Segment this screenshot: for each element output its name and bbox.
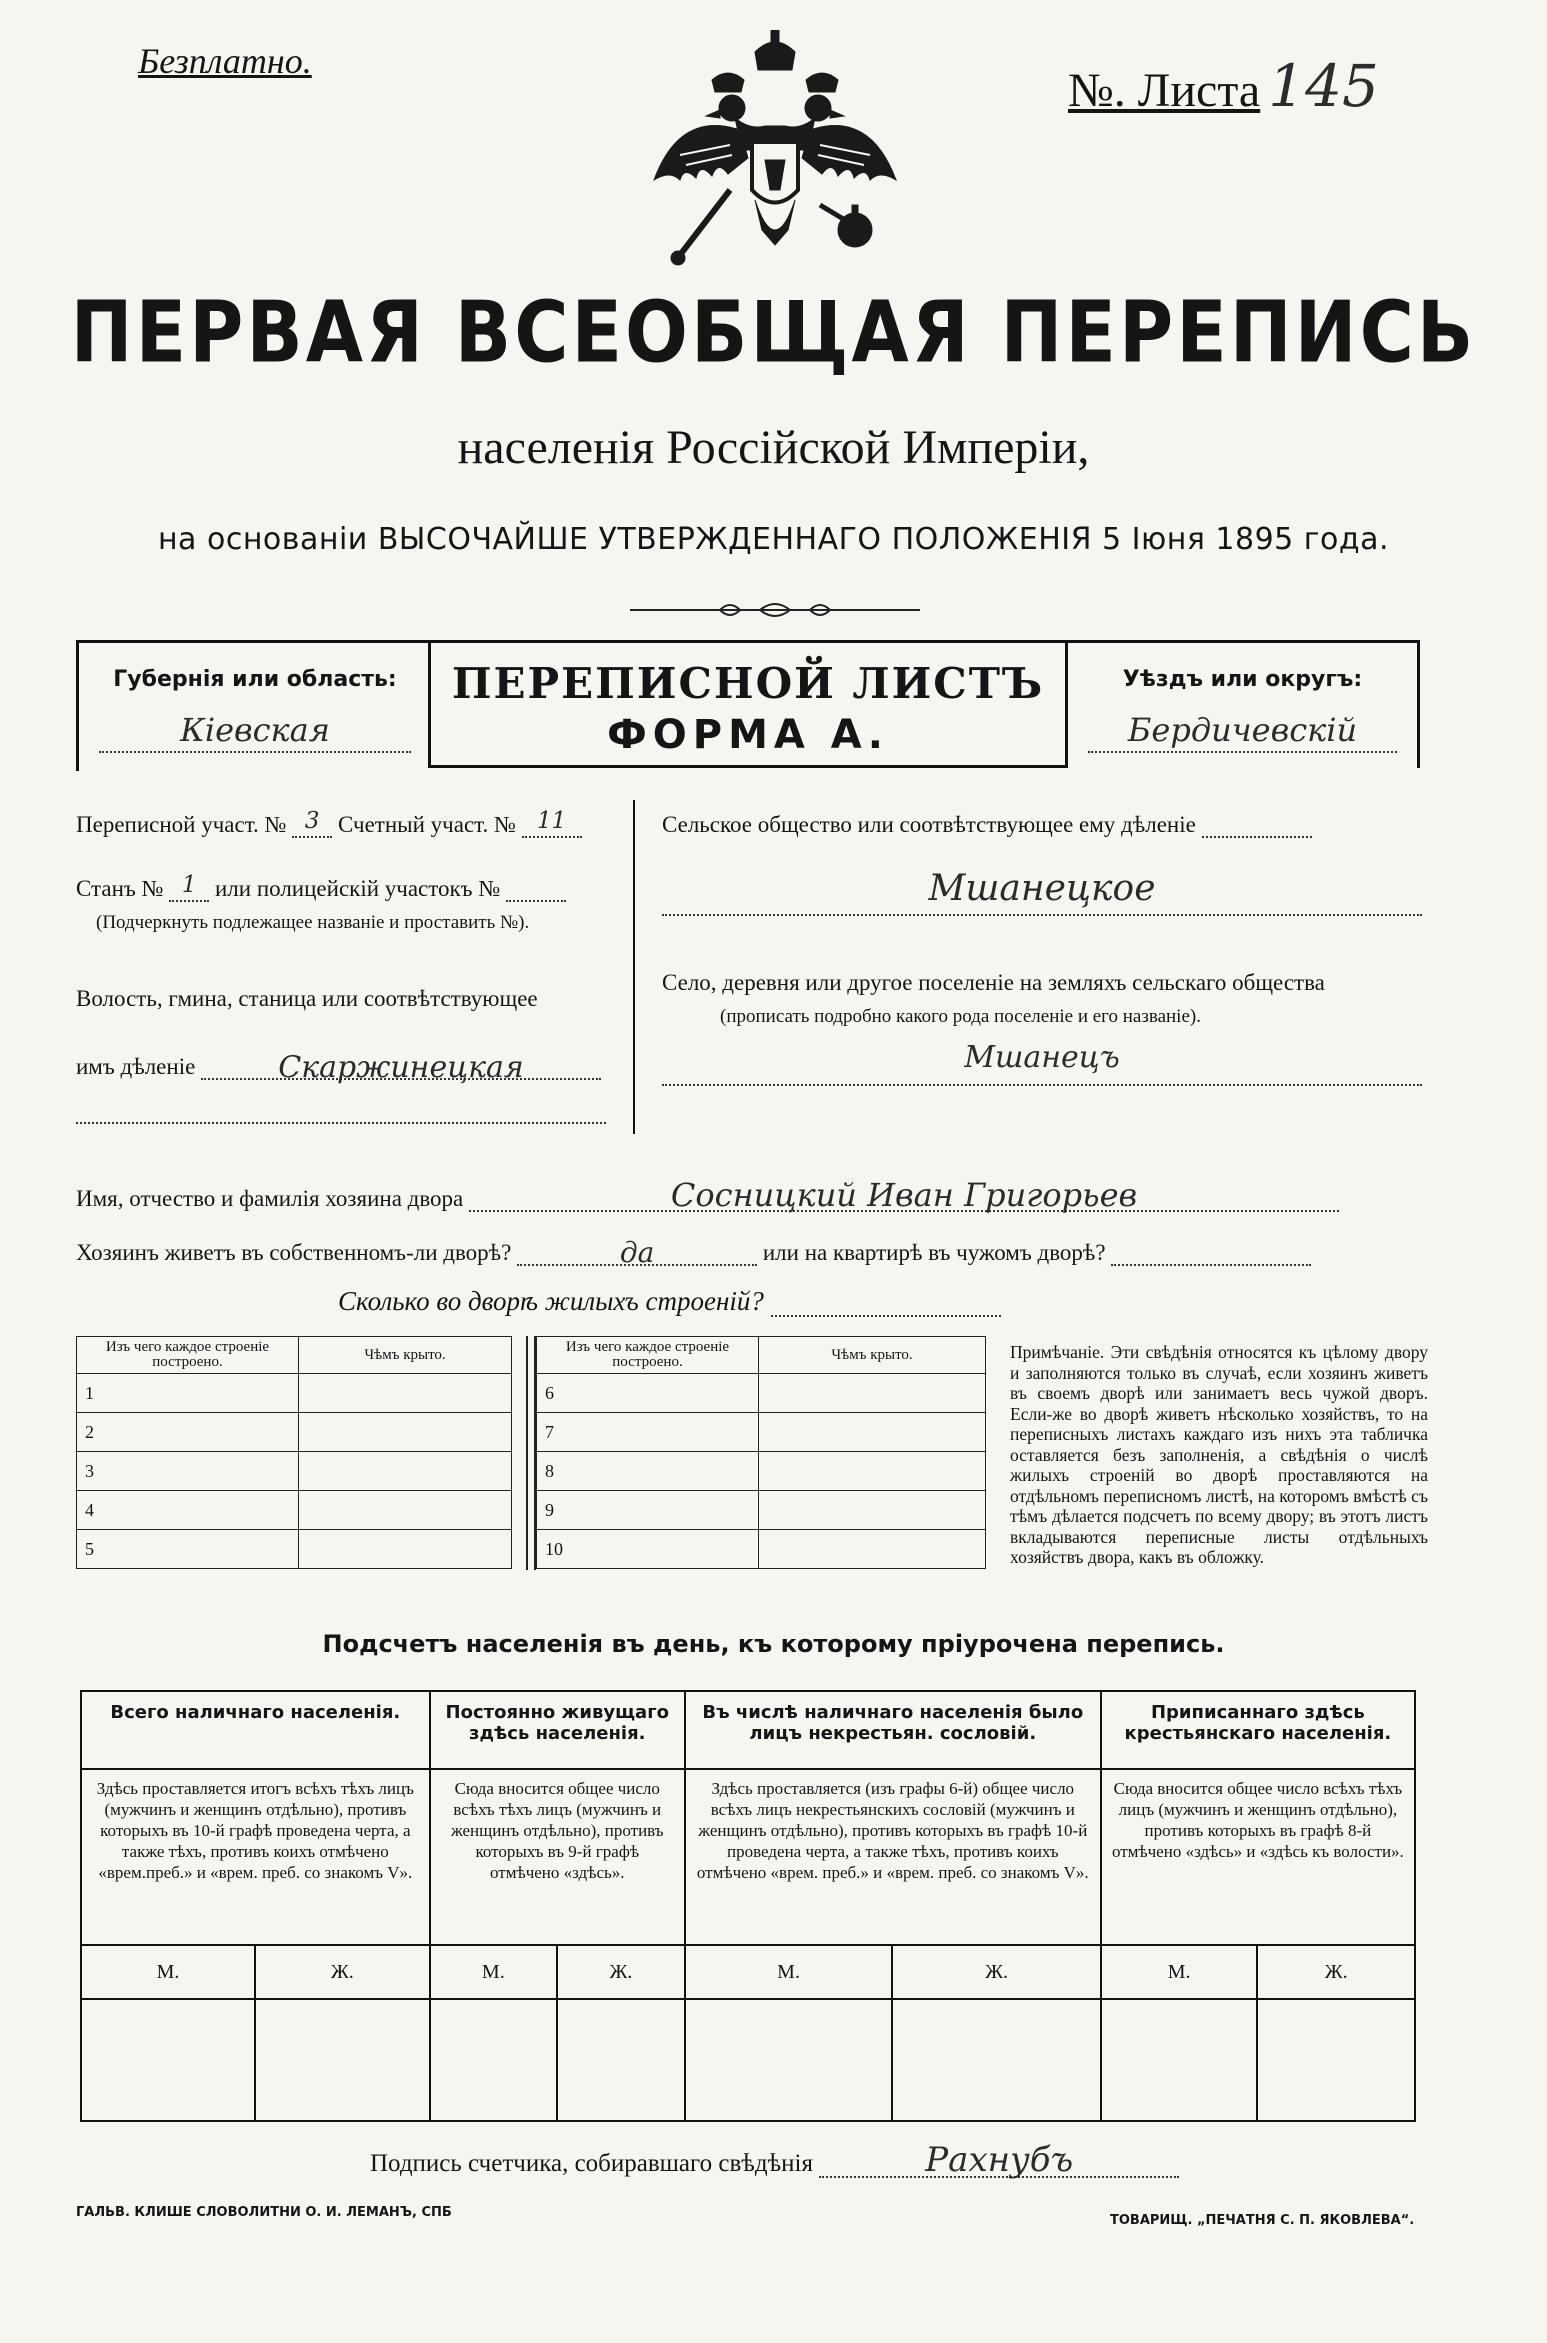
population-table bbox=[80, 1690, 1416, 2122]
village-value: Мшанецъ bbox=[662, 1040, 1422, 1086]
sheet-number bbox=[1068, 52, 1379, 120]
col-head-registered: Приписаннаго здѣсь крестьянскаго населенія. bbox=[1101, 1691, 1415, 1769]
buildings-table-left bbox=[76, 1336, 512, 1569]
female-header: Ж. bbox=[892, 1945, 1100, 1999]
rent-value bbox=[1111, 1236, 1311, 1266]
stan-line bbox=[76, 872, 566, 902]
signature-line bbox=[370, 2140, 1179, 2178]
legal-basis: на основаніи ВЫСОЧАЙШЕ УТВЕРЖДЕННАГО ПОЛОЖЕНІЯ 5 Іюня 1895 года. bbox=[157, 522, 1390, 557]
stan-value: 1 bbox=[169, 872, 209, 902]
tables-divider bbox=[526, 1336, 536, 1570]
underline-note: (Подчеркнуть подлежащее названіе и проставить №). bbox=[96, 912, 530, 933]
sheet-number-label: №. Листа bbox=[1068, 64, 1261, 117]
form-subtitle: ФОРМА А. bbox=[607, 712, 889, 758]
buildings-question: Сколько во дворѣ жилыхъ строеній? bbox=[338, 1286, 1001, 1317]
table-row: 9 bbox=[537, 1491, 986, 1530]
buildings-count bbox=[771, 1287, 1001, 1317]
col-desc-present: Здѣсь проставляется итогъ всѣхъ тѣхъ лицъ (мужчинъ и женщинъ отдѣльно), противъ которыхъ въ 10-й графѣ проведена черта, а также тѣхъ, противъ коихъ отмѣчено «врем.преб.» и «врем. преб. со знакомъ V». bbox=[81, 1769, 430, 1945]
district-value: Бердичевскій bbox=[1088, 711, 1397, 753]
table-row: 7 bbox=[537, 1413, 986, 1452]
table-row: 5 bbox=[77, 1530, 512, 1569]
roof-header: Чѣмъ крыто. bbox=[299, 1337, 512, 1374]
female-header: Ж. bbox=[1257, 1945, 1415, 1999]
table-row: 2 bbox=[77, 1413, 512, 1452]
female-header: Ж. bbox=[557, 1945, 685, 1999]
police-value bbox=[506, 872, 566, 902]
owner-line bbox=[76, 1176, 1339, 1212]
note-text: Примѣчаніе. Эти свѣдѣнія относятся къ цѣлому двору и заполняются только въ случаѣ, если хозяинъ живетъ въ своемъ дворѣ или занимаетъ весь чужой дворъ. Если-же во дворѣ живетъ нѣсколько хозяйствъ, то на переписныхъ листахъ каждаго изъ нихъ эта табличка оставляется безъ заполненія, а свѣдѣнія о числѣ жилыхъ строеній во дворѣ проставляются на отдѣльномъ переписномъ листѣ, на которомъ вмѣстѣ съ тѣмъ дѣлается подсчетъ по всему двору; въ этотъ листъ вкладываются переписные листы отдѣльныхъ хозяйствъ двора, какъ въ обложку. bbox=[1010, 1342, 1428, 1567]
form-title-cell bbox=[428, 640, 1068, 768]
male-header: М. bbox=[1101, 1945, 1258, 1999]
female-header: Ж. bbox=[255, 1945, 430, 1999]
table-row: 6 bbox=[537, 1374, 986, 1413]
district-label: Уѣздъ или округъ: bbox=[1122, 667, 1363, 692]
material-header: Изъ чего каждое строеніе построено. bbox=[77, 1337, 299, 1374]
province-label: Губернія или область: bbox=[113, 667, 397, 692]
count-title: Подсчетъ населенія въ день, къ которому пріурочена перепись. bbox=[322, 1630, 1225, 1658]
page-title: ПЕРВАЯ ВСЕОБЩАЯ ПЕРЕПИСЬ bbox=[70, 283, 1477, 383]
census-section-value: 3 bbox=[292, 808, 332, 838]
society-dots bbox=[1202, 808, 1312, 838]
header-box bbox=[76, 640, 1420, 768]
printer-credit-right: ТОВАРИЩ. „ПЕЧАТНЯ С. П. ЯКОВЛЕВА“. bbox=[1110, 2213, 1415, 2228]
volost-line bbox=[76, 1050, 601, 1085]
own-yard-label: Хозяинъ живетъ въ собственномъ-ли дворѣ? bbox=[76, 1240, 512, 1265]
table-row bbox=[81, 1999, 1415, 2121]
col-head-permanent: Постоянно живущаго здѣсь населенія. bbox=[430, 1691, 685, 1769]
census-section-line bbox=[76, 808, 582, 838]
stan-label: Станъ № bbox=[76, 876, 164, 901]
column-divider bbox=[633, 800, 635, 1134]
volost-value: Скаржинецкая bbox=[201, 1050, 601, 1080]
table-row: 8 bbox=[537, 1452, 986, 1491]
police-label: или полицейскій участокъ № bbox=[214, 876, 501, 901]
society-label: Сельское общество или соотвѣтствующее ему дѣленіе bbox=[662, 812, 1196, 837]
province-cell bbox=[76, 640, 431, 771]
volost-extra-line bbox=[76, 1122, 606, 1124]
district-cell bbox=[1068, 640, 1420, 768]
sheet-number-value: 145 bbox=[1268, 52, 1379, 120]
owner-name-value: Сосницкий Иван Григорьев bbox=[469, 1176, 1339, 1212]
volost-label: Волость, гмина, станица или соотвѣтствующее bbox=[76, 986, 538, 1011]
census-section-label: Переписной участ. № bbox=[76, 812, 287, 837]
residence-line bbox=[76, 1236, 1311, 1269]
table-row: 1 bbox=[77, 1374, 512, 1413]
male-header: М. bbox=[81, 1945, 255, 1999]
table-row: 4 bbox=[77, 1491, 512, 1530]
table-row: 3 bbox=[77, 1452, 512, 1491]
col-desc-permanent: Сюда вносится общее число всѣхъ тѣхъ лицъ (мужчинъ и женщинъ отдѣльно), противъ которыхъ въ 9-й графѣ отмѣчено «здѣсь». bbox=[430, 1769, 685, 1945]
count-section-value: 11 bbox=[522, 808, 582, 838]
male-header: М. bbox=[430, 1945, 557, 1999]
owner-name-label: Имя, отчество и фамилія хозяина двора bbox=[76, 1186, 464, 1211]
signature-label: Подпись счетчика, собиравшаго свѣдѣнія bbox=[370, 2150, 813, 2177]
province-value: Кіевская bbox=[99, 711, 411, 753]
rent-label: или на квартирѣ въ чужомъ дворѣ? bbox=[762, 1240, 1106, 1265]
society-line bbox=[662, 808, 1312, 838]
volost-label-2: имъ дѣленіе bbox=[76, 1054, 196, 1079]
material-header: Изъ чего каждое строеніе построено. bbox=[537, 1337, 759, 1374]
society-value: Мшанецкое bbox=[662, 868, 1422, 916]
page-subtitle: населенія Россійской Имперіи, bbox=[457, 421, 1090, 474]
col-head-nonpeasant: Въ числѣ наличнаго населенія было лицъ некрестьян. сословій. bbox=[685, 1691, 1101, 1769]
buildings-table-right bbox=[536, 1336, 986, 1569]
printer-credit-left: ГАЛЬВ. КЛИШЕ СЛОВОЛИТНИ О. И. ЛЕМАНЪ, СПБ bbox=[76, 2205, 452, 2220]
divider-ornament bbox=[630, 600, 920, 620]
col-desc-registered: Сюда вносится общее число всѣхъ тѣхъ лицъ (мужчинъ и женщинъ отдѣльно), противъ которыхъ въ графѣ 8-й отмѣчено «здѣсь» и «здѣсь къ волости». bbox=[1101, 1769, 1415, 1945]
own-yard-value: да bbox=[517, 1236, 757, 1266]
count-section-label: Счетный участ. № bbox=[337, 812, 516, 837]
village-note: (прописать подробно какого рода поселеніе и его названіе). bbox=[720, 1006, 1201, 1027]
imperial-eagle-icon bbox=[640, 30, 910, 285]
signature-value: Рахнубъ bbox=[819, 2140, 1179, 2178]
male-header: М. bbox=[685, 1945, 892, 1999]
roof-header: Чѣмъ крыто. bbox=[759, 1337, 986, 1374]
col-head-present: Всего наличнаго населенія. bbox=[81, 1691, 430, 1769]
village-label: Село, деревня или другое поселеніе на земляхъ сельскаго общества bbox=[662, 970, 1325, 995]
table-row: 10 bbox=[537, 1530, 986, 1569]
form-title: ПЕРЕПИСНОЙ ЛИСТЪ bbox=[451, 659, 1045, 708]
free-label: Безплатно. bbox=[138, 41, 312, 81]
col-desc-nonpeasant: Здѣсь проставляется (изъ графы 6-й) общее число всѣхъ лицъ некрестьянскихъ сословій (мужчинъ и женщинъ отдѣльно), противъ которыхъ въ графѣ 10-й проведена черта, а также тѣхъ, противъ коихъ отмѣчено «врем. преб.» и «врем. преб. со знакомъ V». bbox=[685, 1769, 1101, 1945]
